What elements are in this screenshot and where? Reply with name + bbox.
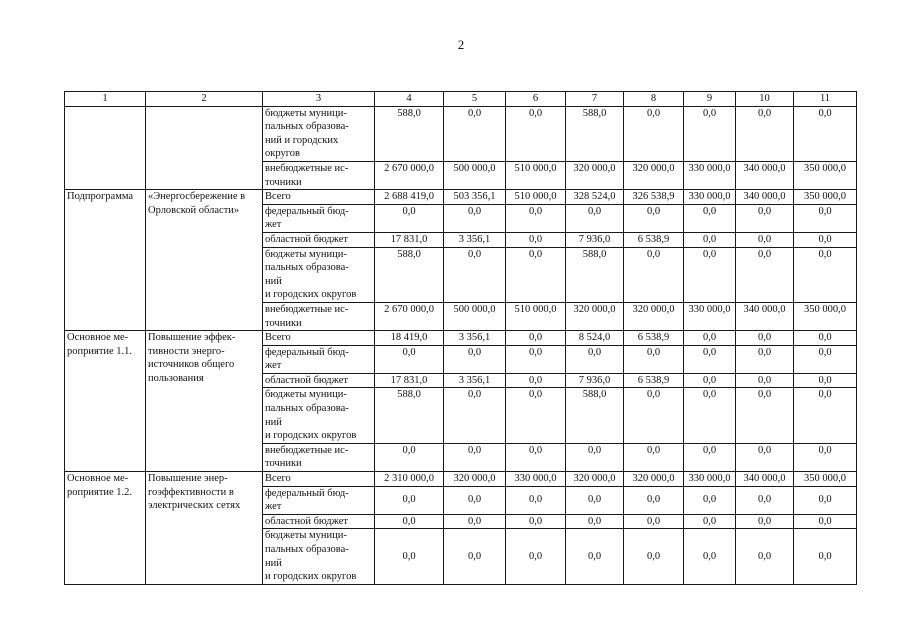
value-cell: 0,0 xyxy=(375,443,444,471)
value-cell: 0,0 xyxy=(375,204,444,232)
value-cell: 326 538,9 xyxy=(624,190,684,205)
value-cell: 330 000,0 xyxy=(684,161,736,189)
value-cell: 0,0 xyxy=(566,443,624,471)
value-cell: 7 936,0 xyxy=(566,373,624,388)
value-cell: 0,0 xyxy=(506,204,566,232)
value-cell: 0,0 xyxy=(684,232,736,247)
value-cell: 350 000,0 xyxy=(794,190,857,205)
value-cell: 340 000,0 xyxy=(736,161,794,189)
status-cell: Основное ме- роприятие 1.1. xyxy=(65,331,146,472)
value-cell: 0,0 xyxy=(684,514,736,529)
status-cell-empty xyxy=(65,106,146,190)
funding-source-cell: Всего xyxy=(263,331,375,346)
value-cell: 0,0 xyxy=(684,204,736,232)
funding-source-cell: бюджеты муници- пальных образова- ний и городских округов xyxy=(263,106,375,161)
value-cell: 0,0 xyxy=(794,514,857,529)
value-cell: 0,0 xyxy=(566,529,624,584)
value-cell: 0,0 xyxy=(684,486,736,514)
value-cell: 0,0 xyxy=(624,388,684,443)
funding-source-cell: федеральный бюд- жет xyxy=(263,345,375,373)
value-cell: 0,0 xyxy=(444,204,506,232)
table-header-row xyxy=(65,92,857,107)
value-cell: 588,0 xyxy=(375,247,444,302)
value-cell: 0,0 xyxy=(624,529,684,584)
value-cell: 588,0 xyxy=(566,106,624,161)
value-cell: 0,0 xyxy=(736,388,794,443)
value-cell: 17 831,0 xyxy=(375,373,444,388)
value-cell: 0,0 xyxy=(506,232,566,247)
value-cell: 18 419,0 xyxy=(375,331,444,346)
value-cell: 0,0 xyxy=(506,373,566,388)
value-cell: 0,0 xyxy=(736,529,794,584)
value-cell: 330 000,0 xyxy=(684,302,736,330)
value-cell: 0,0 xyxy=(794,373,857,388)
column-number-9: 9 xyxy=(684,92,736,107)
value-cell: 0,0 xyxy=(794,106,857,161)
value-cell: 0,0 xyxy=(506,529,566,584)
value-cell: 2 670 000,0 xyxy=(375,302,444,330)
value-cell: 0,0 xyxy=(506,443,566,471)
status-cell: Подпрограмма xyxy=(65,190,146,331)
table-row xyxy=(65,472,857,487)
value-cell: 0,0 xyxy=(444,529,506,584)
funding-source-cell: Всего xyxy=(263,472,375,487)
value-cell: 0,0 xyxy=(736,247,794,302)
value-cell: 0,0 xyxy=(624,443,684,471)
value-cell: 0,0 xyxy=(684,443,736,471)
column-number-5: 5 xyxy=(444,92,506,107)
value-cell: 320 000,0 xyxy=(624,472,684,487)
value-cell: 0,0 xyxy=(506,388,566,443)
funding-source-cell: федеральный бюд- жет xyxy=(263,486,375,514)
value-cell: 0,0 xyxy=(624,247,684,302)
value-cell: 0,0 xyxy=(624,486,684,514)
value-cell: 0,0 xyxy=(736,345,794,373)
value-cell: 0,0 xyxy=(566,486,624,514)
column-number-7: 7 xyxy=(566,92,624,107)
value-cell: 0,0 xyxy=(444,247,506,302)
table-row xyxy=(65,106,857,161)
value-cell: 0,0 xyxy=(794,345,857,373)
value-cell: 0,0 xyxy=(624,106,684,161)
value-cell: 0,0 xyxy=(506,106,566,161)
value-cell: 0,0 xyxy=(736,232,794,247)
value-cell: 503 356,1 xyxy=(444,190,506,205)
value-cell: 0,0 xyxy=(684,529,736,584)
value-cell: 0,0 xyxy=(794,331,857,346)
value-cell: 0,0 xyxy=(506,345,566,373)
value-cell: 328 524,0 xyxy=(566,190,624,205)
value-cell: 340 000,0 xyxy=(736,302,794,330)
value-cell: 510 000,0 xyxy=(506,161,566,189)
value-cell: 320 000,0 xyxy=(444,472,506,487)
column-number-4: 4 xyxy=(375,92,444,107)
value-cell: 0,0 xyxy=(444,345,506,373)
column-number-2: 2 xyxy=(146,92,263,107)
value-cell: 0,0 xyxy=(794,247,857,302)
value-cell: 0,0 xyxy=(684,345,736,373)
value-cell: 500 000,0 xyxy=(444,302,506,330)
value-cell: 0,0 xyxy=(684,247,736,302)
value-cell: 0,0 xyxy=(684,331,736,346)
value-cell: 0,0 xyxy=(736,514,794,529)
column-number-10: 10 xyxy=(736,92,794,107)
funding-source-cell: Всего xyxy=(263,190,375,205)
value-cell: 0,0 xyxy=(794,204,857,232)
value-cell: 510 000,0 xyxy=(506,190,566,205)
value-cell: 3 356,1 xyxy=(444,373,506,388)
value-cell: 7 936,0 xyxy=(566,232,624,247)
value-cell: 340 000,0 xyxy=(736,472,794,487)
value-cell: 0,0 xyxy=(375,529,444,584)
value-cell: 0,0 xyxy=(506,247,566,302)
column-number-11: 11 xyxy=(794,92,857,107)
value-cell: 330 000,0 xyxy=(684,190,736,205)
value-cell: 588,0 xyxy=(375,106,444,161)
value-cell: 8 524,0 xyxy=(566,331,624,346)
value-cell: 0,0 xyxy=(624,345,684,373)
value-cell: 350 000,0 xyxy=(794,472,857,487)
value-cell: 0,0 xyxy=(794,232,857,247)
value-cell: 0,0 xyxy=(506,486,566,514)
funding-source-cell: бюджеты муници- пальных образова- ний и городских округов xyxy=(263,529,375,584)
funding-source-cell: внебюджетные ис- точники xyxy=(263,302,375,330)
value-cell: 3 356,1 xyxy=(444,331,506,346)
value-cell: 320 000,0 xyxy=(566,302,624,330)
funding-source-cell: областной бюджет xyxy=(263,232,375,247)
value-cell: 320 000,0 xyxy=(566,472,624,487)
page-number: 2 xyxy=(457,37,465,52)
value-cell: 0,0 xyxy=(624,514,684,529)
value-cell: 510 000,0 xyxy=(506,302,566,330)
table-row xyxy=(65,190,857,205)
funding-source-cell: областной бюджет xyxy=(263,514,375,529)
value-cell: 0,0 xyxy=(736,373,794,388)
value-cell: 0,0 xyxy=(736,331,794,346)
value-cell: 0,0 xyxy=(794,388,857,443)
value-cell: 588,0 xyxy=(375,388,444,443)
value-cell: 320 000,0 xyxy=(566,161,624,189)
value-cell: 0,0 xyxy=(566,204,624,232)
value-cell: 0,0 xyxy=(736,106,794,161)
value-cell: 0,0 xyxy=(684,388,736,443)
value-cell: 340 000,0 xyxy=(736,190,794,205)
value-cell: 588,0 xyxy=(566,247,624,302)
table-body xyxy=(65,106,857,584)
value-cell: 0,0 xyxy=(444,514,506,529)
column-number-8: 8 xyxy=(624,92,684,107)
name-cell: Повышение энер- гоэффективности в электрических сетях xyxy=(146,472,263,585)
value-cell: 588,0 xyxy=(566,388,624,443)
value-cell: 3 356,1 xyxy=(444,232,506,247)
name-cell-empty xyxy=(146,106,263,190)
value-cell: 350 000,0 xyxy=(794,161,857,189)
status-cell: Основное ме- роприятие 1.2. xyxy=(65,472,146,585)
value-cell: 2 688 419,0 xyxy=(375,190,444,205)
value-cell: 0,0 xyxy=(624,204,684,232)
value-cell: 0,0 xyxy=(506,514,566,529)
value-cell: 0,0 xyxy=(444,443,506,471)
value-cell: 0,0 xyxy=(736,443,794,471)
value-cell: 320 000,0 xyxy=(624,161,684,189)
value-cell: 330 000,0 xyxy=(684,472,736,487)
name-cell: «Энергосбережение в Орловской области» xyxy=(146,190,263,331)
funding-source-cell: областной бюджет xyxy=(263,373,375,388)
value-cell: 0,0 xyxy=(684,106,736,161)
value-cell: 0,0 xyxy=(736,204,794,232)
funding-source-cell: федеральный бюд- жет xyxy=(263,204,375,232)
value-cell: 0,0 xyxy=(566,514,624,529)
value-cell: 6 538,9 xyxy=(624,331,684,346)
value-cell: 0,0 xyxy=(444,486,506,514)
name-cell: Повышение эффек- тивности энерго- источников общего пользования xyxy=(146,331,263,472)
value-cell: 0,0 xyxy=(444,106,506,161)
value-cell: 0,0 xyxy=(794,443,857,471)
value-cell: 500 000,0 xyxy=(444,161,506,189)
column-number-1: 1 xyxy=(65,92,146,107)
column-number-6: 6 xyxy=(506,92,566,107)
funding-source-cell: внебюджетные ис- точники xyxy=(263,161,375,189)
value-cell: 0,0 xyxy=(506,331,566,346)
value-cell: 0,0 xyxy=(444,388,506,443)
table-row xyxy=(65,331,857,346)
column-number-3: 3 xyxy=(263,92,375,107)
value-cell: 6 538,9 xyxy=(624,232,684,247)
value-cell: 0,0 xyxy=(375,514,444,529)
value-cell: 17 831,0 xyxy=(375,232,444,247)
funding-source-cell: бюджеты муници- пальных образова- ний и городских округов xyxy=(263,388,375,443)
value-cell: 320 000,0 xyxy=(624,302,684,330)
budget-table xyxy=(64,91,857,585)
value-cell: 0,0 xyxy=(375,486,444,514)
value-cell: 330 000,0 xyxy=(506,472,566,487)
value-cell: 0,0 xyxy=(566,345,624,373)
value-cell: 6 538,9 xyxy=(624,373,684,388)
value-cell: 0,0 xyxy=(375,345,444,373)
value-cell: 350 000,0 xyxy=(794,302,857,330)
funding-source-cell: бюджеты муници- пальных образова- ний и городских округов xyxy=(263,247,375,302)
value-cell: 0,0 xyxy=(794,486,857,514)
value-cell: 0,0 xyxy=(736,486,794,514)
value-cell: 0,0 xyxy=(794,529,857,584)
value-cell: 0,0 xyxy=(684,373,736,388)
funding-source-cell: внебюджетные ис- точники xyxy=(263,443,375,471)
value-cell: 2 670 000,0 xyxy=(375,161,444,189)
table-header xyxy=(65,92,857,107)
value-cell: 2 310 000,0 xyxy=(375,472,444,487)
